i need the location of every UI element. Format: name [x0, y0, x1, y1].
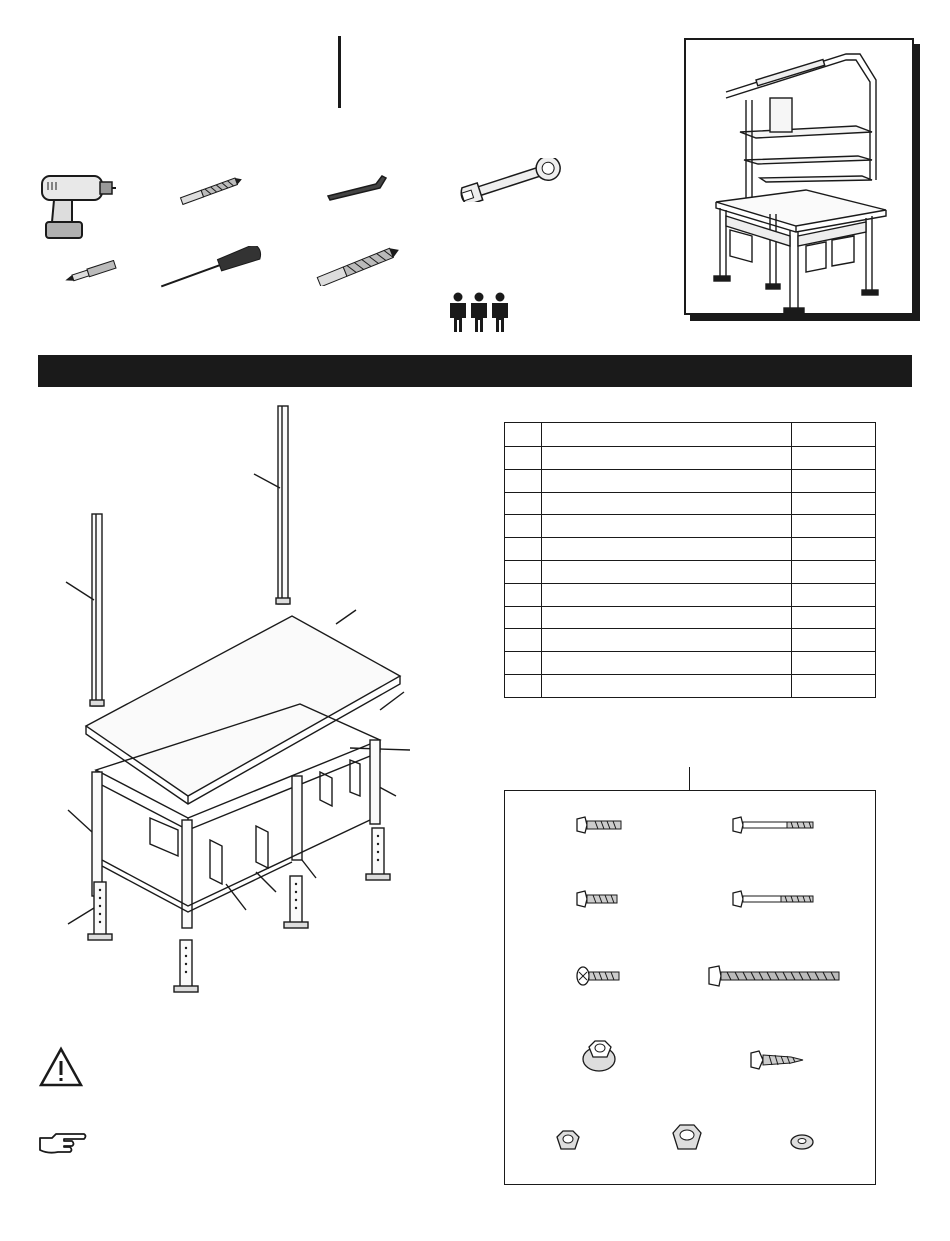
col-description — [542, 423, 792, 447]
hardware-leader-line — [689, 767, 690, 790]
table-row — [505, 606, 876, 629]
stubby-hex-bolt-icon — [575, 889, 625, 909]
parts-qty-cell — [792, 606, 876, 629]
parts-key-cell — [505, 674, 542, 697]
small-hex-nut-icon — [553, 1127, 583, 1155]
col-key — [505, 423, 542, 447]
drill-bit-icon — [178, 176, 244, 206]
parts-qty-cell — [792, 538, 876, 561]
table-row — [505, 674, 876, 697]
long-partial-thread-bolt-icon — [731, 815, 817, 835]
parts-key-cell — [505, 652, 542, 675]
table-row — [505, 560, 876, 583]
upright-post-right — [278, 406, 288, 604]
parts-key-cell — [505, 447, 542, 470]
cordless-drill-icon — [38, 170, 118, 242]
finished-product-preview — [684, 38, 914, 315]
parts-qty-cell — [792, 447, 876, 470]
parts-description-cell — [542, 469, 792, 492]
workstation-illustration — [686, 40, 912, 313]
hardware-pack-box — [504, 790, 876, 1185]
parts-key-cell — [505, 583, 542, 606]
parts-qty-cell — [792, 515, 876, 538]
medium-partial-thread-bolt-icon — [731, 889, 817, 909]
driver-bit-icon — [62, 260, 120, 284]
worksurface — [86, 616, 400, 796]
parts-qty-cell — [792, 674, 876, 697]
parts-description-cell — [542, 560, 792, 583]
three-person-icon — [448, 292, 510, 334]
pointing-hand-icon — [38, 1132, 88, 1156]
table-row — [505, 538, 876, 561]
warning-triangle-icon — [38, 1046, 84, 1088]
parts-description-cell — [542, 515, 792, 538]
flange-nut-icon — [581, 1037, 617, 1073]
parts-qty-cell — [792, 652, 876, 675]
combination-wrench-icon — [456, 158, 568, 202]
parts-description-cell — [542, 674, 792, 697]
parts-key-cell — [505, 560, 542, 583]
extra-long-hex-bolt-icon — [707, 965, 843, 987]
section-banner — [38, 355, 912, 387]
parts-qty-cell — [792, 583, 876, 606]
parts-description-cell — [542, 652, 792, 675]
table-row — [505, 629, 876, 652]
parts-key-cell — [505, 469, 542, 492]
table-row — [505, 469, 876, 492]
parts-qty-cell — [792, 629, 876, 652]
parts-key-cell — [505, 492, 542, 515]
screwdriver-icon — [156, 246, 268, 290]
flat-washer-icon — [789, 1133, 815, 1151]
large-hex-nut-icon — [669, 1121, 705, 1155]
large-drill-bit-icon — [314, 246, 404, 286]
col-quantity — [792, 423, 876, 447]
parts-description-cell — [542, 492, 792, 515]
parts-key-cell — [505, 515, 542, 538]
hex-key-icon — [324, 170, 390, 202]
upright-post-left — [92, 514, 102, 706]
parts-key-cell — [505, 606, 542, 629]
parts-description-cell — [542, 606, 792, 629]
parts-qty-cell — [792, 560, 876, 583]
table-row — [505, 652, 876, 675]
header-divider — [338, 36, 341, 108]
parts-key-cell — [505, 538, 542, 561]
parts-description-cell — [542, 447, 792, 470]
table-row — [505, 583, 876, 606]
parts-qty-cell — [792, 469, 876, 492]
lag-screw-icon — [749, 1049, 805, 1071]
table-row — [505, 492, 876, 515]
pan-head-screw-icon — [575, 965, 625, 987]
parts-description-cell — [542, 538, 792, 561]
table-row — [505, 447, 876, 470]
parts-list-table — [504, 422, 876, 698]
parts-description-cell — [542, 629, 792, 652]
parts-description-cell — [542, 583, 792, 606]
parts-qty-cell — [792, 492, 876, 515]
exploded-assembly-diagram — [60, 400, 430, 1000]
table-row — [505, 515, 876, 538]
table-header-row — [505, 423, 876, 447]
parts-key-cell — [505, 629, 542, 652]
short-hex-bolt-icon — [575, 815, 625, 835]
